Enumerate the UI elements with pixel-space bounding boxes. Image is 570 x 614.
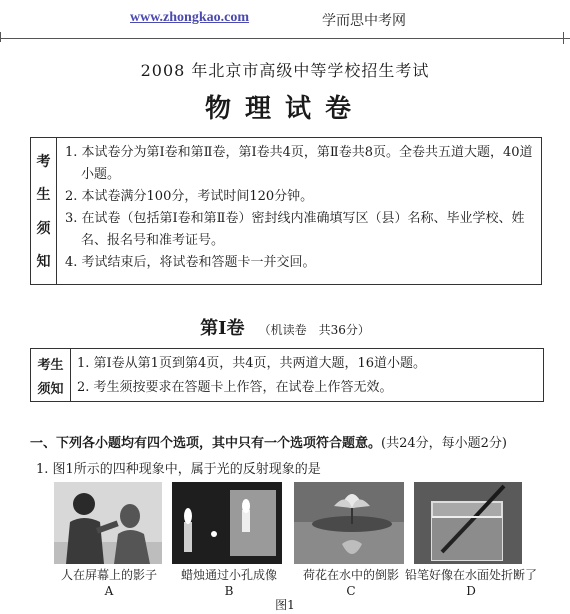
option-letter: A <box>104 584 114 598</box>
lotus-reflection-photo-icon <box>294 482 404 564</box>
section-notice-box <box>30 348 544 402</box>
notice-item: 1. 本试卷分为第Ⅰ卷和第Ⅱ卷，第Ⅰ卷共4页，第Ⅱ卷共8页。全卷共五道大题，40道小题。 <box>65 145 533 182</box>
subject-title: 物理试卷 <box>204 94 365 124</box>
notice-side-char: 知 <box>36 254 51 271</box>
option-a-caption <box>44 567 174 599</box>
option-d-caption <box>396 567 546 599</box>
option-letter: B <box>224 584 234 598</box>
instruction-rest: (共24分，每小题2分) <box>381 436 507 451</box>
caption-text: 蜡烛通过小孔成像 <box>180 568 277 582</box>
part-instruction <box>30 432 507 451</box>
option-b-caption <box>164 567 294 599</box>
notice-side-char: 考 <box>36 153 51 170</box>
notice-list <box>65 142 535 274</box>
option-letter: D <box>466 584 476 598</box>
notice2-item: 1. 第Ⅰ卷从第1页到第4页，共4页，共两道大题，16道小题。 <box>77 356 427 371</box>
instruction-bold: 一、下列各小题均有四个选项，其中只有一个选项符合题意。 <box>30 436 382 451</box>
notice2-side-label <box>31 349 71 401</box>
exam-title: 2008 年北京市高级中等学校招生考试 <box>140 61 430 80</box>
figure-label: 图1 <box>275 598 295 612</box>
caption-text: 人在屏幕上的影子 <box>60 568 157 582</box>
pinhole-photo-icon <box>172 482 282 564</box>
header-tick-right <box>563 32 564 44</box>
site-url-link[interactable]: www.zhongkao.com <box>130 10 250 25</box>
site-name: 学而思中考网 <box>322 13 406 29</box>
notice2-list <box>77 352 426 400</box>
notice-side-label <box>31 138 57 284</box>
shadow-photo-icon <box>54 482 162 564</box>
notice2-side-top: 考生 <box>37 357 64 373</box>
question-1: 1. 图1所示的四种现象中，属于光的反射现象的是 <box>36 462 321 477</box>
pencil-refraction-photo-icon <box>414 482 522 564</box>
notice-item: 3. 在试卷（包括第Ⅰ卷和第Ⅱ卷）密封线内准确填写区（县）名称、毕业学校、姓名、报名号和准考证号。 <box>65 211 525 248</box>
notice2-item: 2. 考生须按要求在答题卡上作答，在试卷上作答无效。 <box>77 380 393 395</box>
section-heading <box>0 314 570 340</box>
header-divider <box>0 38 570 39</box>
exam-notice-box <box>30 137 542 285</box>
header-tick-left <box>0 32 1 42</box>
notice-item: 4. 考试结束后，将试卷和答题卡一并交回。 <box>65 255 316 270</box>
notice-item: 2. 本试卷满分100分，考试时间120分钟。 <box>65 189 314 204</box>
notice2-side-bottom: 须知 <box>37 381 64 397</box>
option-letter: C <box>346 584 356 598</box>
notice-side-char: 须 <box>36 220 51 237</box>
caption-text: 铅笔好像在水面处折断了 <box>404 568 537 582</box>
section-title: 第Ⅰ卷 <box>200 318 245 339</box>
page-header <box>0 0 570 40</box>
notice-side-char: 生 <box>36 187 51 204</box>
section-subtitle: （机读卷 共36分） <box>258 323 370 337</box>
caption-text: 荷花在水中的倒影 <box>302 568 399 582</box>
